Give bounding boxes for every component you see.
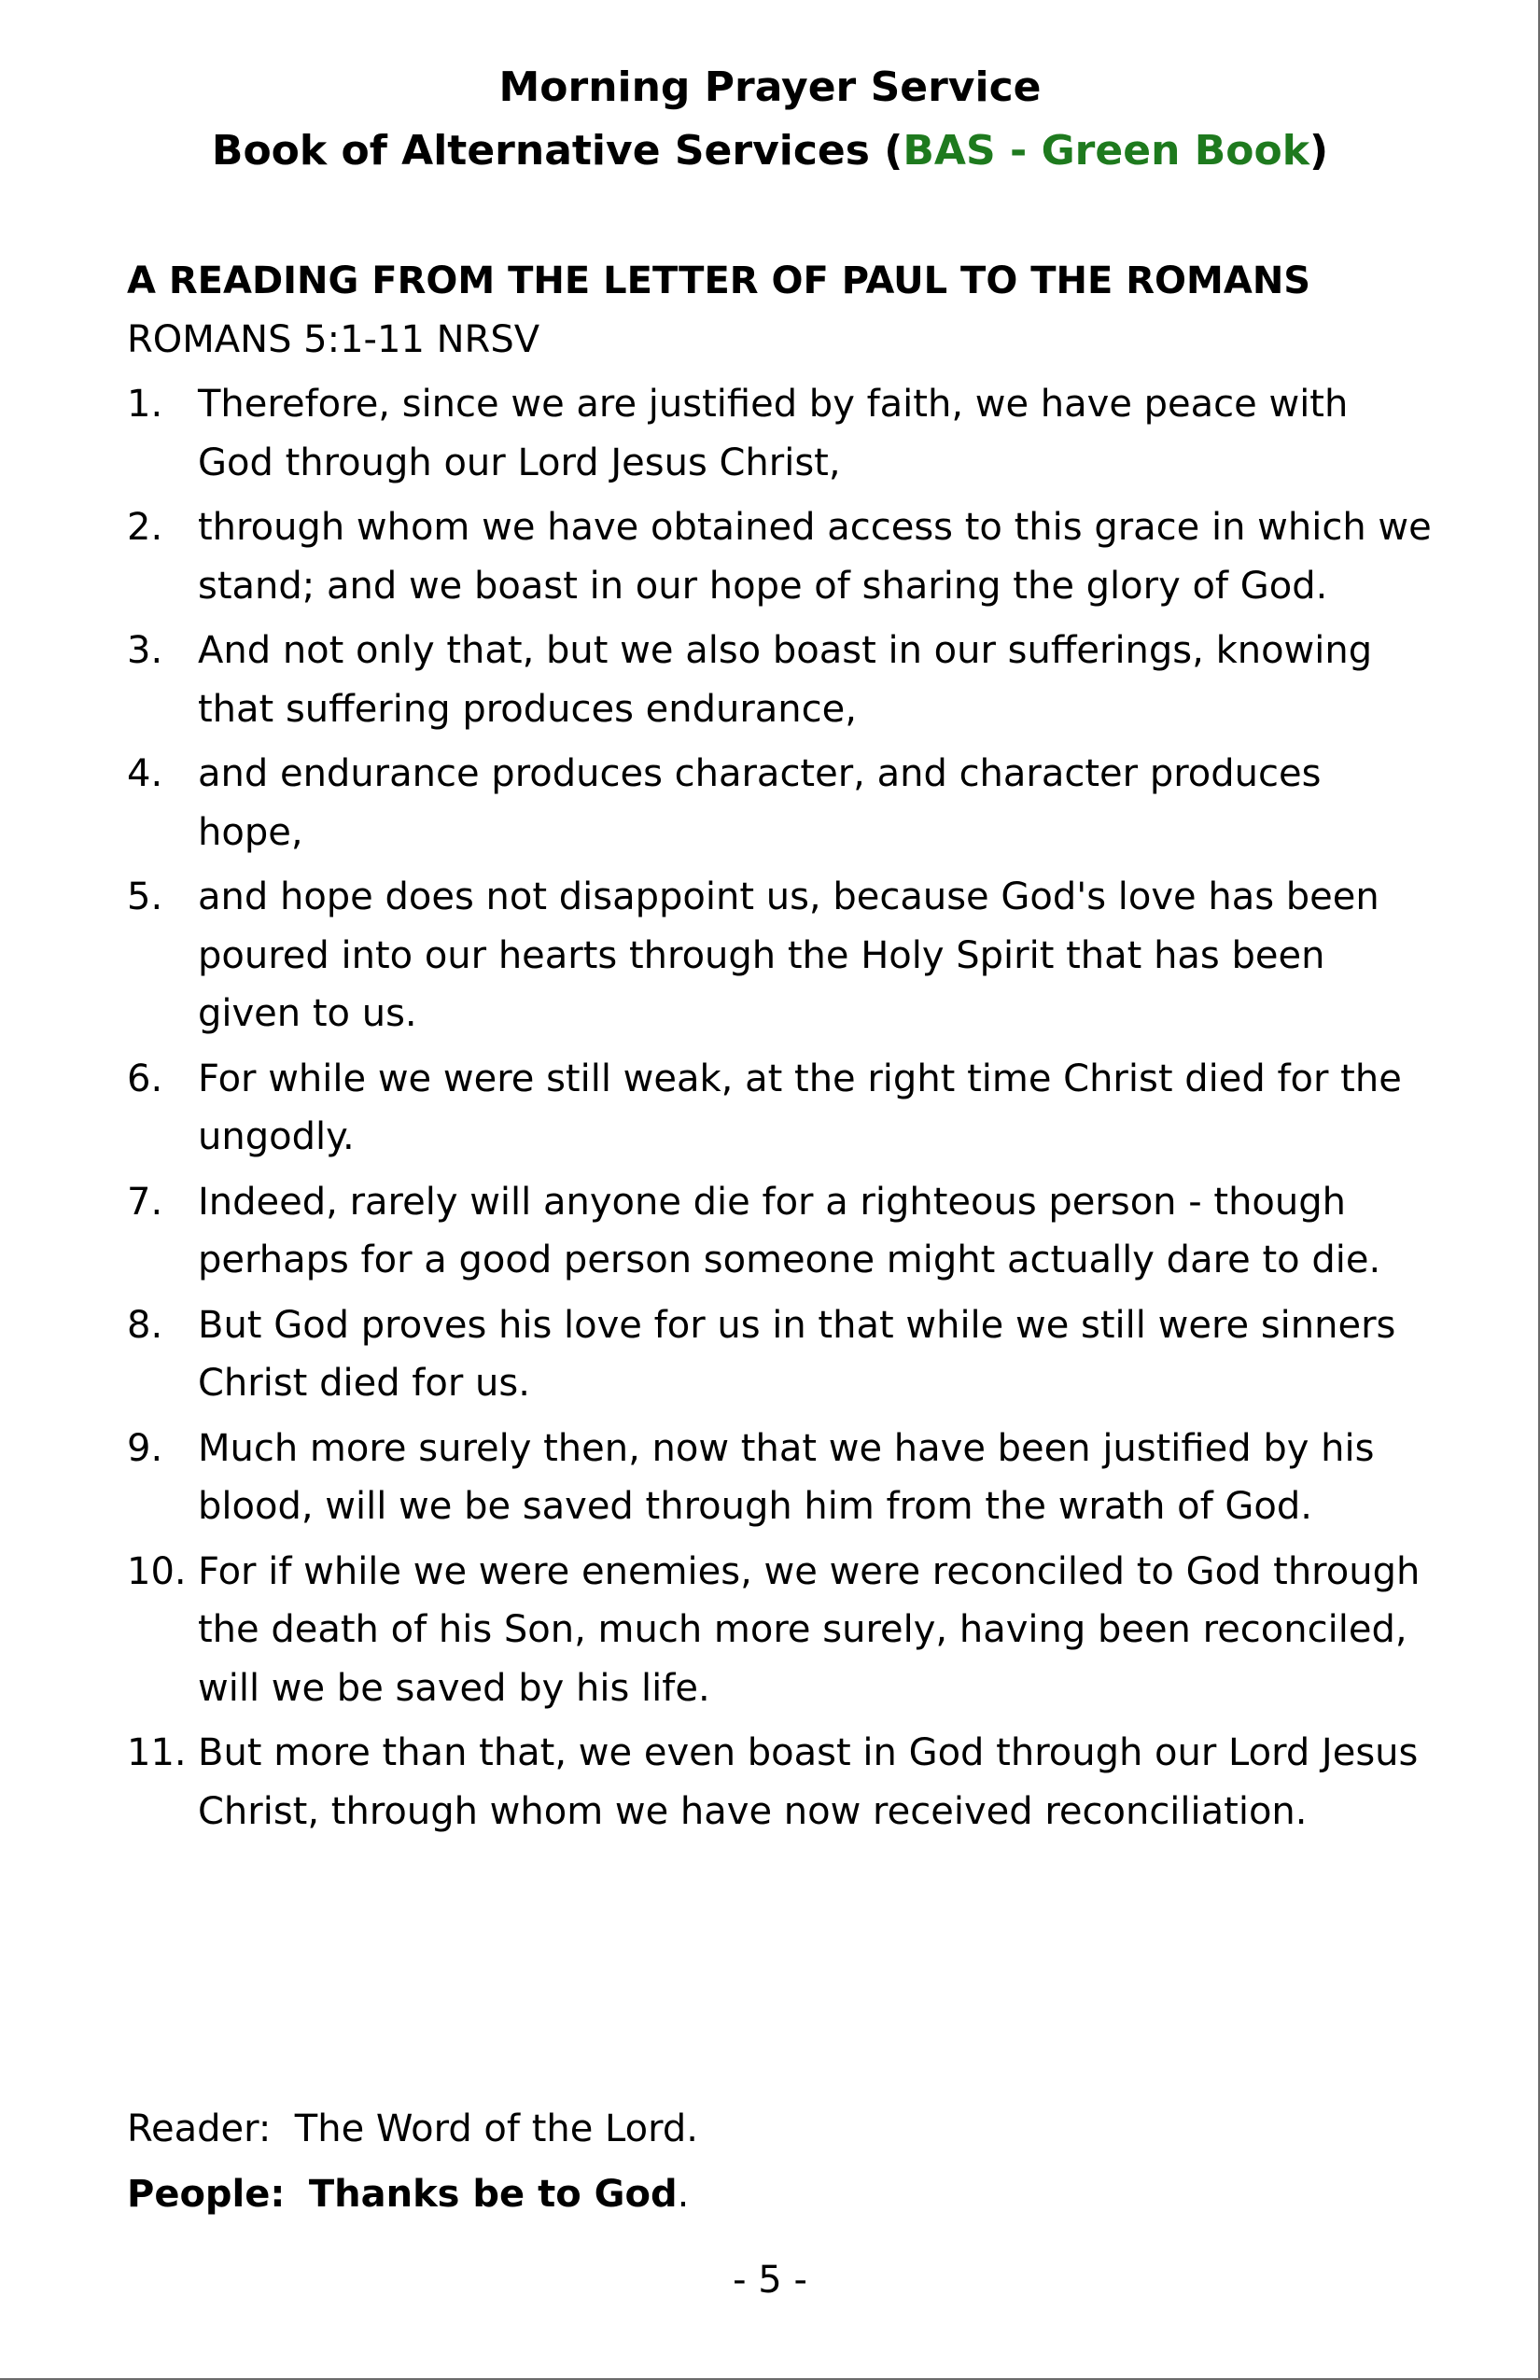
verse-number: 6.: [127, 1057, 163, 1100]
verse-text: For while we were still weak, at the right time Christ died for the ungodly.: [198, 1057, 1402, 1158]
header-subtitle: [0, 119, 1540, 183]
header-subtitle-prefix: Book of Alternative Services (: [211, 127, 903, 175]
reader-response: [127, 2100, 1434, 2158]
reading-reference: ROMANS 5:1-11 NRSV: [127, 317, 540, 361]
reader-text: The Word of the Lord.: [294, 2107, 698, 2150]
reading-title: A READING FROM THE LETTER OF PAUL TO THE ROMANS: [127, 259, 1311, 302]
verse-number: 2.: [127, 506, 163, 549]
verse-text: For if while we were enemies, we were reconciled to God through the death of his Son, much more surely, having been reconciled, will we be saved by his life.: [198, 1549, 1421, 1710]
verse-text: through whom we have obtained access to this grace in which we stand; and we boast in our hope of sharing the glory of God.: [198, 506, 1432, 608]
reading-section: [127, 252, 1434, 1841]
verse-number: 11.: [127, 1731, 187, 1774]
reader-label: Reader:: [127, 2107, 272, 2150]
verse-item: [127, 1050, 1434, 1167]
verse-number: 3.: [127, 629, 163, 672]
verse-text: But God proves his love for us in that while we still were sinners Christ died for us.: [198, 1303, 1396, 1405]
verse-item: [127, 498, 1434, 615]
verse-text: and hope does not disappoint us, because God's love has been poured into our hearts through the Holy Spirit that has been given to us.: [198, 875, 1379, 1035]
page-header: [0, 56, 1540, 183]
verse-text: But more than that, we even boast in God through our Lord Jesus Christ, through whom we have now received reconciliation.: [198, 1731, 1419, 1833]
verse-number: 4.: [127, 752, 163, 795]
verse-text: Indeed, rarely will anyone die for a righteous person - though perhaps for a good person someone might actually dare to die.: [198, 1180, 1381, 1281]
people-suffix: .: [677, 2173, 690, 2216]
verse-number: 7.: [127, 1180, 163, 1224]
verse-text: Therefore, since we are justified by faith, we have peace with God through our Lord Jesus Christ,: [198, 383, 1349, 484]
verse-number: 10.: [127, 1549, 187, 1593]
verse-number: 8.: [127, 1303, 163, 1347]
people-text: Thanks be to God: [308, 2173, 678, 2216]
verse-item: [127, 1543, 1434, 1718]
verse-text: And not only that, but we also boast in our sufferings, knowing that suffering produces endurance,: [198, 629, 1373, 731]
verse-list: [127, 375, 1434, 1841]
verse-item: [127, 1173, 1434, 1290]
verse-item: [127, 1420, 1434, 1536]
verse-text: Much more surely then, now that we have been justified by his blood, will we be saved through him from the wrath of God.: [198, 1426, 1375, 1528]
verse-item: [127, 1724, 1434, 1841]
page-number: - 5 -: [733, 2259, 807, 2302]
verse-text: and endurance produces character, and character produces hope,: [198, 752, 1322, 854]
verse-number: 1.: [127, 383, 163, 426]
verse-number: 5.: [127, 875, 163, 918]
verse-item: [127, 622, 1434, 738]
header-title: Morning Prayer Service: [498, 63, 1042, 111]
verse-item: [127, 1296, 1434, 1413]
verse-item: [127, 375, 1434, 492]
people-response: [127, 2165, 1434, 2223]
header-subtitle-green: BAS - Green Book: [903, 127, 1309, 175]
people-label: People:: [127, 2173, 286, 2216]
verse-item: [127, 745, 1434, 861]
verse-item: [127, 868, 1434, 1043]
verse-number: 9.: [127, 1426, 163, 1470]
header-subtitle-suffix: ): [1309, 127, 1329, 175]
